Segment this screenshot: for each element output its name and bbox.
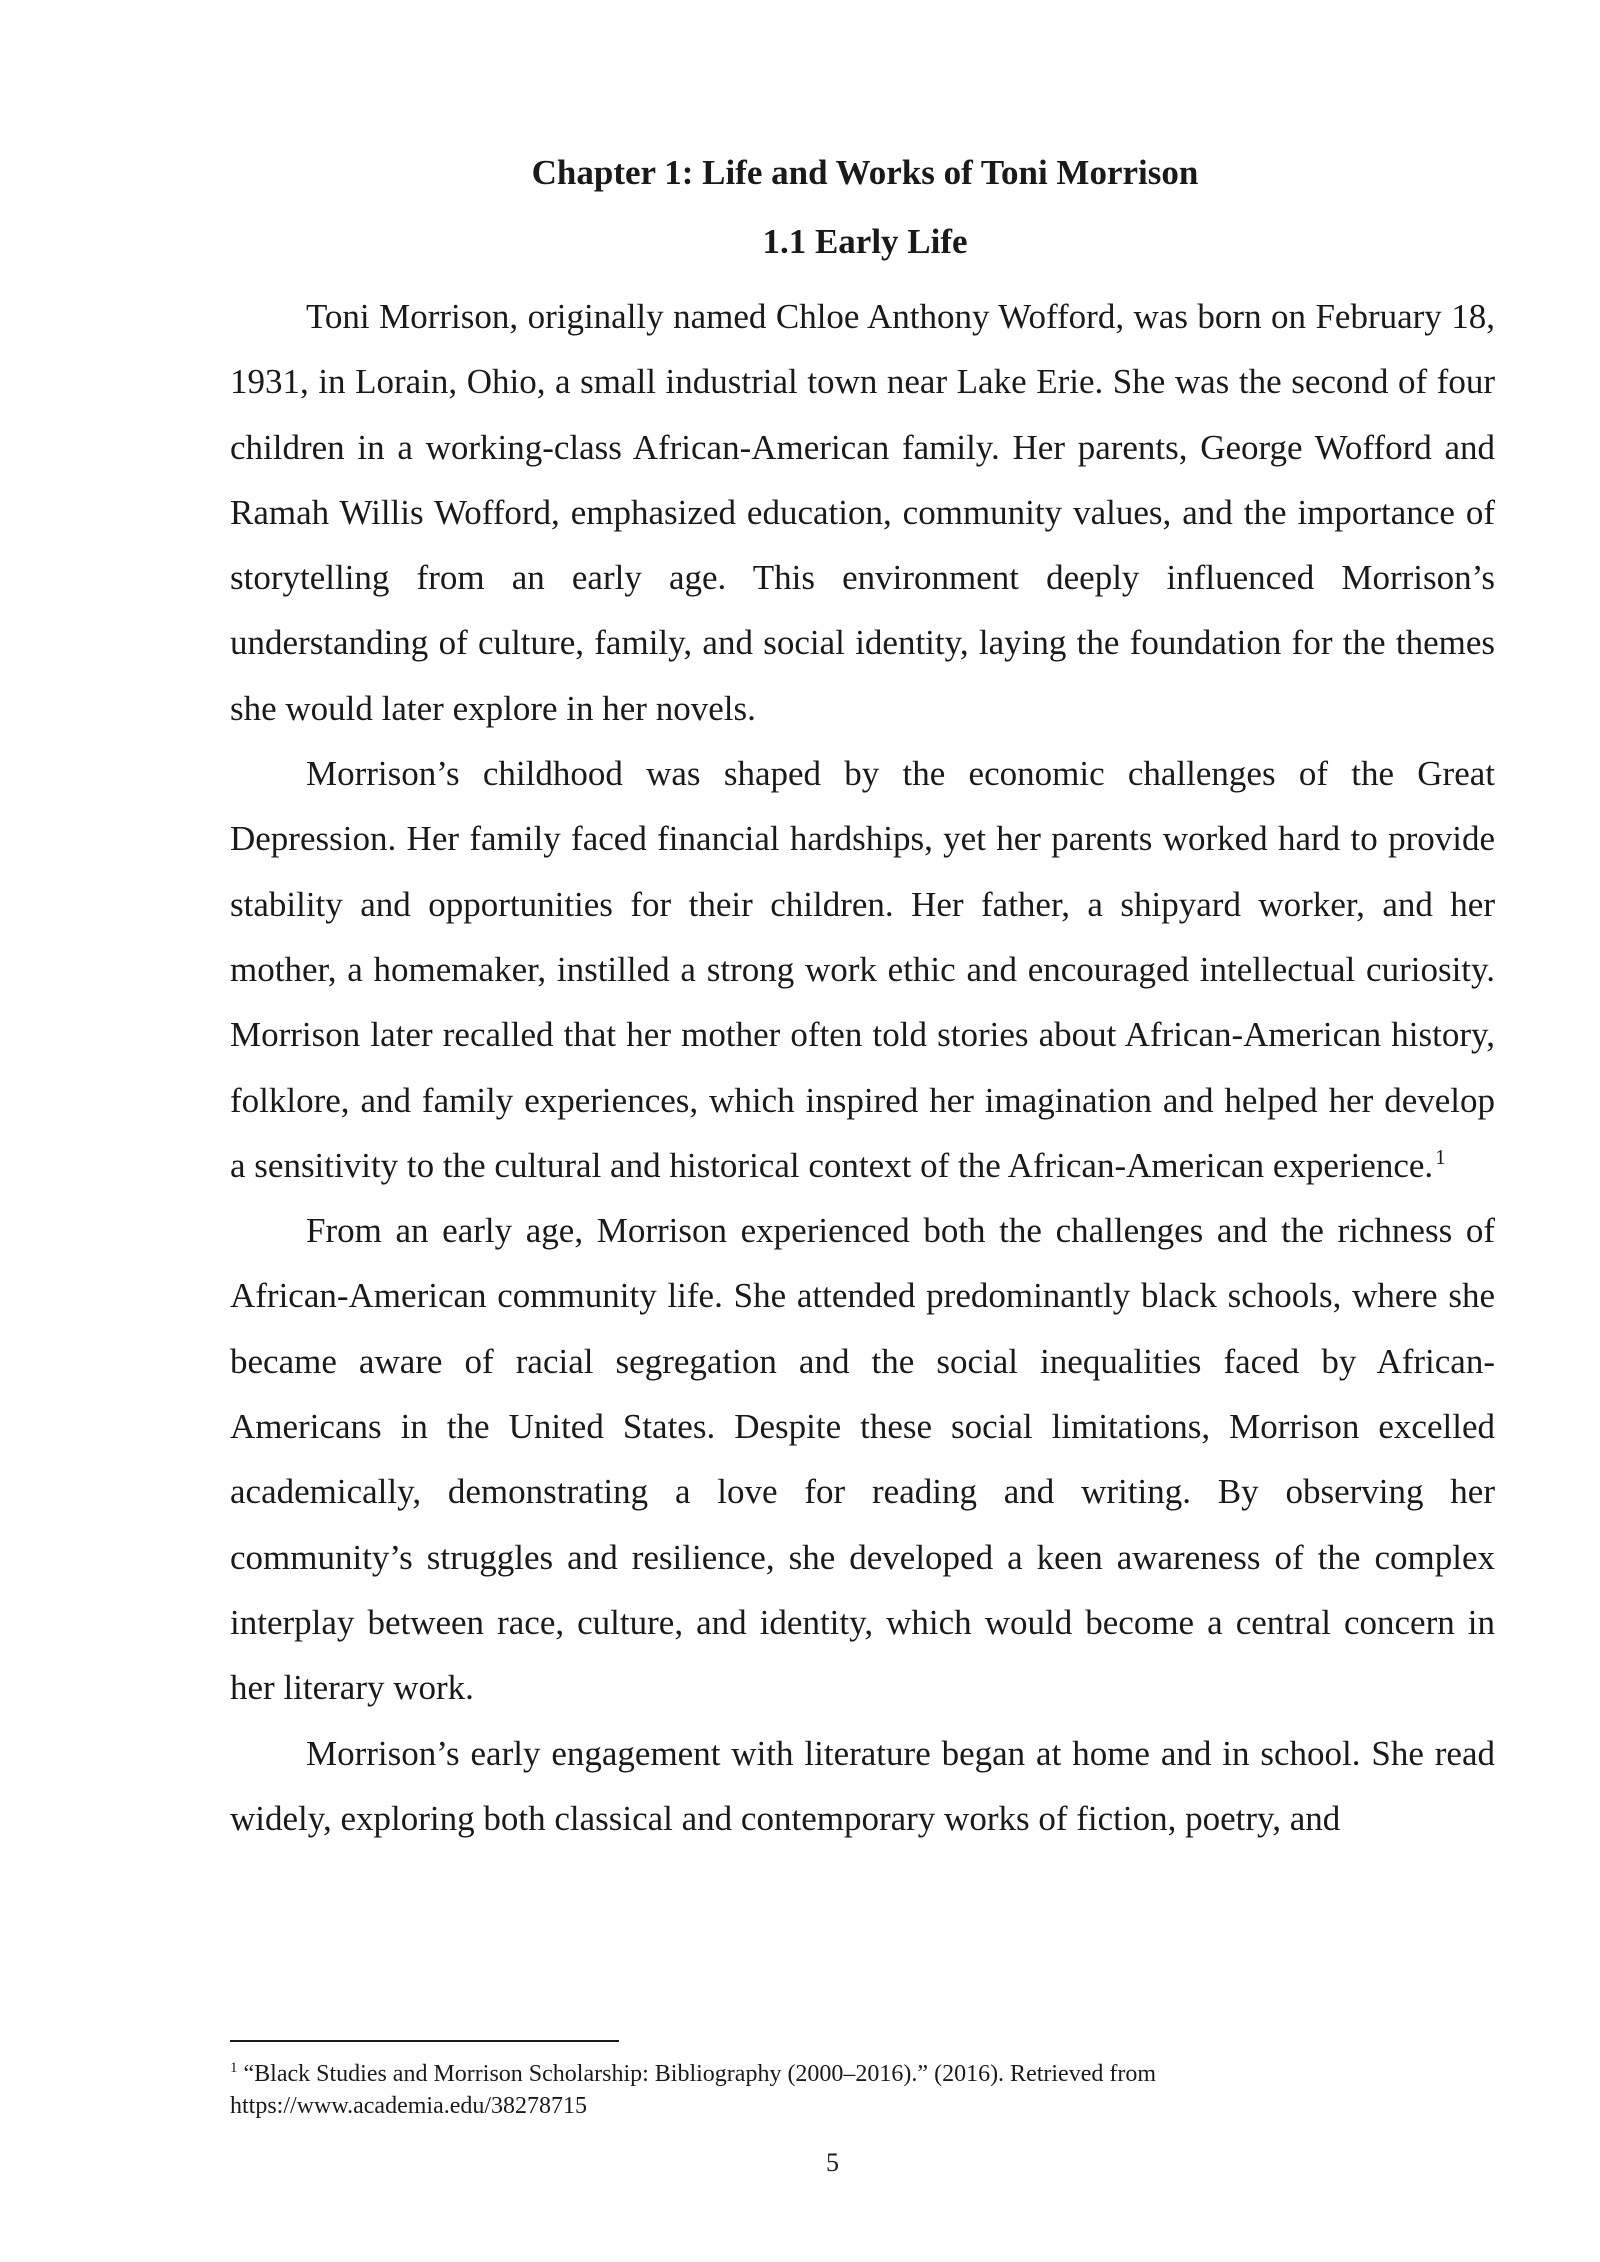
- footnote-number: 1: [230, 2060, 238, 2076]
- paragraph: From an early age, Morrison experienced both the challenges and the richness of African-American community life. She attended predominantly black schools, where she became aware of racial segregation and the social inequalities faced by African-Americans in the United States. Despite these social limitations, Morrison excelled academically, demonstrating a love for reading and writing. By observing her community’s struggles and resilience, she developed a keen awareness of the complex interplay between race, culture, and identity, which would become a central concern in her literary work.: [230, 1211, 1495, 1708]
- footnote-separator: [230, 2040, 619, 2042]
- section-title: 1.1 Early Life: [762, 222, 968, 261]
- footnote-text: “Black Studies and Morrison Scholarship: Bibliography (2000–2016).” (2016). Retrieved from https://www.academia.edu/38278715: [230, 2061, 1157, 2119]
- body-text: [230, 284, 1495, 1851]
- footnote: [230, 2058, 1495, 2122]
- paragraph-text: Morrison’s childhood was shaped by the economic challenges of the Great Depression. Her family faced financial hardships, yet her parents worked hard to provide stability and opportunities for their children. Her father, a shipyard worker, and her mother, a homemaker, instilled a strong work ethic and encouraged intellectual curiosity. Morrison later recalled that her mother often told stories about African-American history, folklore, and family experiences, which inspired her imagination and helped her develop a sensitivity to the cultural and historical context of the African-American experience.: [230, 754, 1495, 1185]
- paragraph-with-footnote: [230, 741, 1495, 1198]
- footnote-reference[interactable]: 1: [1435, 1145, 1446, 1170]
- paragraph: Morrison’s early engagement with literature began at home and in school. She read widely, exploring both classical and contemporary works of fiction, poetry, and: [230, 1733, 1495, 1838]
- chapter-title: Chapter 1: Life and Works of Toni Morrison: [531, 153, 1199, 192]
- paragraph: Toni Morrison, originally named Chloe Anthony Wofford, was born on February 18, 1931, in Lorain, Ohio, a small industrial town near Lake Erie. She was the second of four children in a working-class African-American family. Her parents, George Wofford and Ramah Willis Wofford, emphasized education, community values, and the importance of storytelling from an early age. This environment deeply influenced Morrison’s understanding of culture, family, and social identity, laying the foundation for the themes she would later explore in her novels.: [230, 297, 1495, 728]
- page-number: 5: [826, 2148, 839, 2177]
